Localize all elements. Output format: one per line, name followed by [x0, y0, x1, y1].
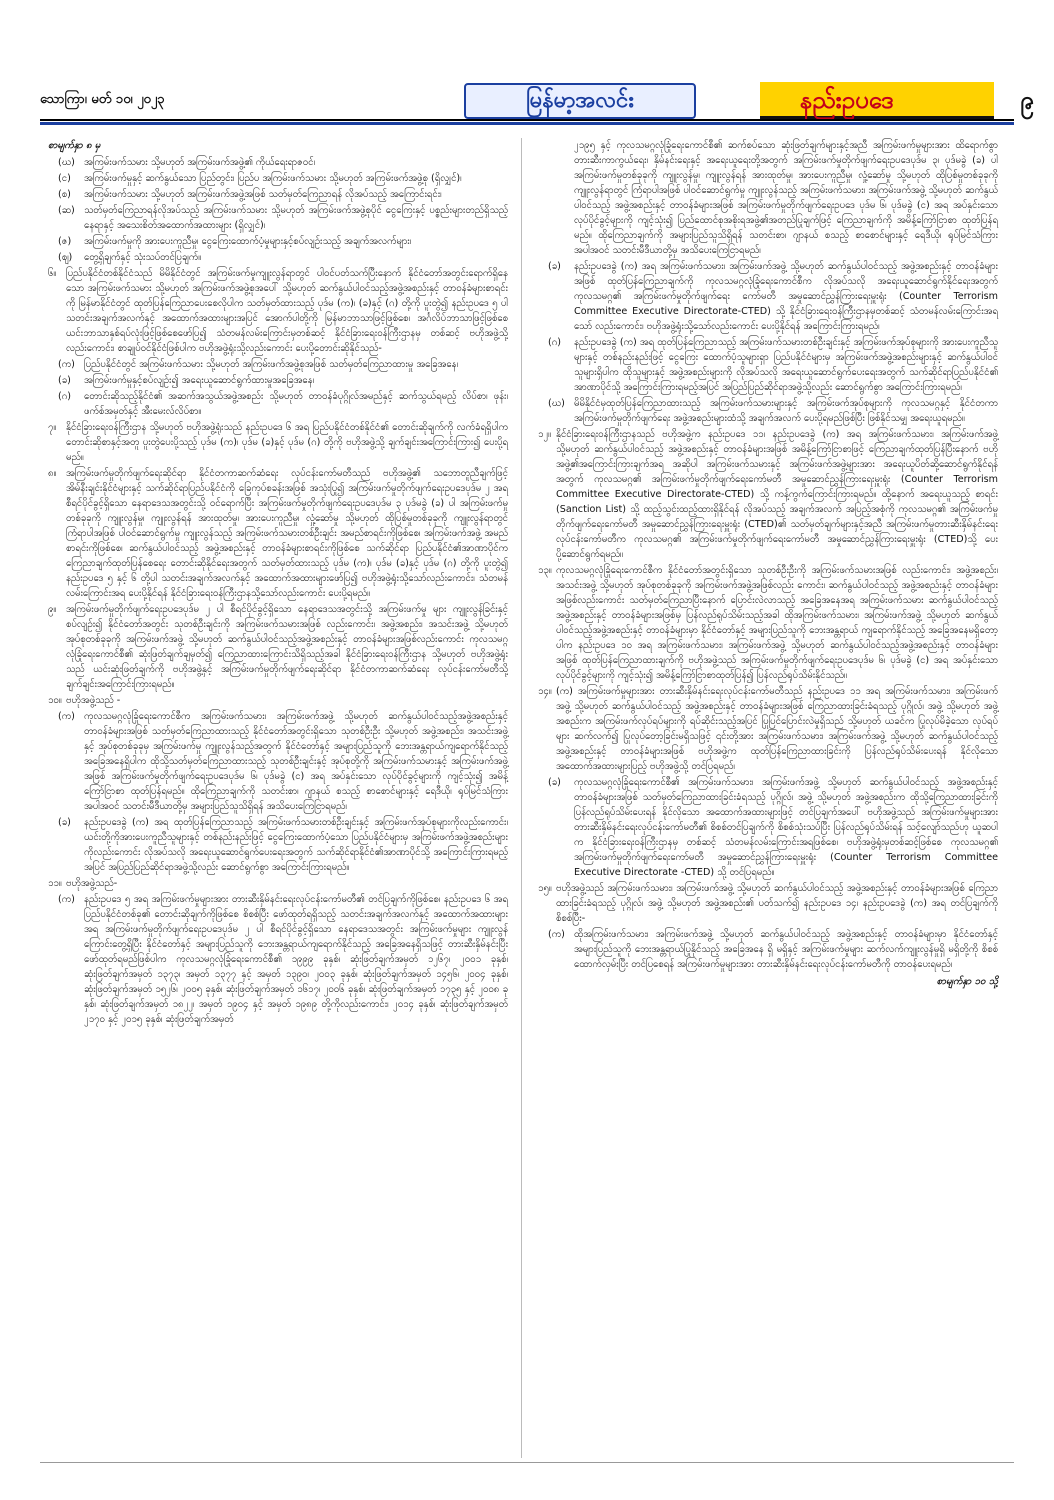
rule-paragraph-8: [48, 466, 508, 601]
para-text: ၂၁၉၅ နှင့် ကုလသမဂ္ဂလုံခြုံရေးကောင်စီ၏ ဆက်စပ်သော ဆုံးဖြတ်ချက်များနှင့်အညီ အကြမ်းဖက်မှုများအား ထိရောက်စွာတားဆီးကာကွယ်ရေး၊ နှိမ်နင်းရေးနှင့် အရေးယူရေးတို့အတွက် အကြမ်းဖက်မှုတိုက်ဖျက်ရေးဥပဒေပုဒ်မ ၃၊ ပုဒ်မခွဲ (ခ) ပါ အကြမ်းဖက်မှုတစ်ခုခုကို ကျူးလွန်မှု၊ ကျူးလွန်ရန် အားထုတ်မှု၊ အားပေးကူညီမှု၊ လှုံ့ဆော်မှု သို့မဟုတ် ထိုပြစ်မှုတစ်ခုခုကို ကျူးလွန်ရာတွင် ကြံရာပါအဖြစ် ပါဝင်ဆောင်ရွက်မှု ကျူးလွန်သည့် အကြမ်းဖက်သမား၊ အကြမ်းဖက်အဖွဲ့ သို့မဟုတ် ဆက်နွယ်ပါဝင်သည့် အဖွဲ့အစည်းနှင့် တာဝန်ခံများအဖြစ် အကြမ်းဖက်မှုတိုက်ဖျက်ရေးဥပဒေ ပုဒ်မ ၆၊ ပုဒ်မခွဲ (င) အရ အပ်နှင်းသော လုပ်ပိုင်ခွင့်များကို ကျင့်သုံး၍ ပြည်ထောင်စုအစိုးရအဖွဲ့၏အတည်ပြုချက်ဖြင့် ကြေညာချက်ကို အမိန့်ကြော်ငြာစာ ထုတ်ပြန်ရမည်။ ထိုကြေညာချက်ကို အများပြည်သူသိရှိရန် သတင်းစာ၊ ဂျာနယ် စသည့် စာစောင်များနှင့် ရေဒီယို၊ ရုပ်မြင်သံကြားအပါအဝင် သတင်းမီဒီယာတို့မှ အသိပေးကြေငြာရမည်၊: [574, 140, 998, 256]
para-text: အကြမ်းဖက်မှုတိုက်ဖျက်ရေးဥပဒေပုဒ်မ ၂ ပါ စီရင်ပိုင်ခွင့်ရှိသော နေရာဒေသအတွင်းသို့ အကြမ်းဖက်မှု များ ကျူးလွန်ခြင်းနှင့်စပ်လျဉ်း၍ နိုင်ငံတော်အတွင်း သုတစ်ဦးချင်းကို အကြမ်းဖက်သမားအဖြစ် လည်းကောင်း၊ အဖွဲ့အစည်း၊ အသင်းအဖွဲ့ သို့မဟုတ် အုပ်စုတစ်ခုခုကို အကြမ်းဖက်အဖွဲ့ သို့မဟုတ် ဆက်နွယ်ပါဝင်သည့်အဖွဲ့အစည်းနှင့် တာဝန်ခံများအဖြစ်လည်းကောင်း ကုလသမဂ္ဂလုံခြုံရေးကောင်စီ၏ ဆုံးဖြတ်ချက်ချမှတ်၍ ကြေညာထားကြောင်းသိရှိသည့်အခါ နိုင်ငံခြားရေးဝန်ကြီးဌာန သို့မဟုတ် ဗဟိုအဖွဲ့ရုံး သည် ယင်းဆုံးဖြတ်ချက်ကို ဗဟိုအဖွဲ့နှင့် အကြမ်းဖက်မှုတိုက်ဖျက်ရေးဆိုင်ရာ နိုင်ငံတကာဆက်ဆံရေး လုပ်ငန်းကော်မတီသို့ ချက်ချင်းအကြောင်းကြားရမည်။: [66, 604, 508, 690]
item-marker: (စ): [58, 189, 71, 200]
rule-paragraph-7: [48, 420, 508, 465]
item-marker: (ဇ): [58, 236, 72, 247]
item-marker: (က): [58, 359, 75, 370]
list-item: [48, 892, 508, 1027]
item-marker: (က): [58, 711, 75, 722]
continued-paragraph: [538, 138, 998, 258]
para-text: နိုင်ငံခြားရေးဝန်ကြီးဌာနသည် ဗဟိုအဖွဲ့က နည်းဥပဒေ ၁၁၊ နည်းဥပဒေခွဲ (က) အရ အကြမ်းဖက်သမား၊ အကြမ်းဖက်အဖွဲ့ သို့မဟုတ် ဆက်နွယ်ပါဝင်သည့် အဖွဲ့အစည်းနှင့် တာဝန်ခံများအဖြစ် အမိန့်ကြော်ငြာစာဖြင့် ကြေညာချက်ထုတ်ပြန်ပြီးနောက် ဗဟိုအဖွဲ့၏အကြောင်းကြားချက်အရ အဆိုပါ အကြမ်းဖက်သမားနှင့် အကြမ်းဖက်အဖွဲ့များအား အရေးယူပိတ်ဆို့ဆောင်ရွက်နိုင်ရန်အတွက် ကုလသမဂ္ဂ၏ အကြမ်းဖက်မှုတိုက်ဖျက်ရေးကော်မတီ အမှုဆောင်ညွှန်ကြားရေးမှူးရုံး (Counter Terrorism Committee Executive Directorate-CTED) သို့ ကန့်ကွက်ကြောင်းကြားရမည်။ ထို့နောက် အရေးယူသည့် စာရင်း (Sanction List) သို့ ထည့်သွင်းထည့်ထားရှိနိုင်ရန် လိုအပ်သည့် အချက်အလက် အပြည့်အစုံကို ကုလသမဂ္ဂ၏ အကြမ်းဖက်မှုတိုက်ဖျက်ရေးကော်မတီ အမှုဆောင်ညွှန်ကြားရေးမှူးရုံး (CTED)၏ သတ်မှတ်ချက်များနှင့်အညီ အကြမ်းဖက်မှုတားဆီးနှိမ်နင်းရေးလုပ်ငန်းကော်မတီက ကုလသမဂ္ဂ၏ အကြမ်းဖက်မှုတိုက်ဖျက်ရေးကော်မတီ အမှုဆောင်ညွှန်ကြားရေးမှူးရုံး (CTED)သို့ ပေးပို့ဆောင်ရွက်ရမည်။: [556, 429, 998, 560]
item-text: တွေ့ရှိချက်နှင့် သုံးသပ်တင်ပြချက်။: [84, 252, 202, 263]
list-item: [538, 259, 998, 334]
item-marker: (ဃ): [548, 398, 565, 409]
list-item: [538, 775, 998, 880]
right-column: [538, 138, 998, 989]
continued-from: စာမျက်နှာ ၈ မှ: [48, 140, 101, 151]
item-text: အကြမ်းဖက်သမား သို့မဟုတ် အကြမ်းဖက်အဖွဲ့အဖြစ် သတ်မှတ်ကြေညာရန် လိုအပ်သည့် အကြောင်းရင်း၊: [84, 189, 442, 200]
para-text: ဗဟိုအဖွဲ့သည် အကြမ်းဖက်သမား၊ အကြမ်းဖက်အဖွဲ့ သို့မဟုတ် ဆက်နွယ်ပါဝင်သည့် အဖွဲ့အစည်းနှင့် တာဝန်ခံများအဖြစ် ကြေညာထားခြင်းခံရသည့် ပုဂ္ဂိုလ်၊ အဖွဲ့ သို့မဟုတ် အဖွဲ့အစည်း၏ ပတ်သက်၍ နည်းဥပဒေ ၁၄၊ နည်းဥပဒေခွဲ (က) အရ တင်ပြချက်ကို စိစစ်ပြီး-: [556, 883, 998, 924]
para-text: (က) အကြမ်းဖက်မှုများအား တားဆီးနှိမ်နင်းရေးလုပ်ငန်းကော်မတီသည် နည်းဥပဒေ ၁၁ အရ အကြမ်းဖက်သမား၊ အကြမ်းဖက်အဖွဲ့ သို့မဟုတ် ဆက်နွယ်ပါဝင်သည့် အဖွဲ့အစည်းနှင့် တာဝန်ခံများအဖြစ် ကြေညာထားခြင်းခံရသည့် ပုဂ္ဂိုလ်၊ အဖွဲ့ သို့မဟုတ် အဖွဲ့အစည်းက အကြမ်းဖက်လုပ်ရပ်များကို ရပ်ဆိုင်းသည့်အပြင် ပြုပြင်ပြောင်းလဲမှုရှိသည် သို့မဟုတ် ယခင်က ပြုလုပ်မိခဲ့သော လုပ်ရပ်များ ဆက်လက်၍ ပြုလုပ်တော့ခြင်းမရှိသဖြင့် ၎င်းတို့အား အကြမ်းဖက်သမား၊ အကြမ်းဖက်အဖွဲ့ သို့မဟုတ် ဆက်နွယ်ပါဝင်သည့် အဖွဲ့အစည်းနှင့် တာဝန်ခံများအဖြစ် ဗဟိုအဖွဲ့က ထုတ်ပြန်ကြေညာထားခြင်းကို ပြန်လည်ရုပ်သိမ်းပေးရန် နိုင်လိုသောအထောက်အထားများပြည့် ဗဟိုအဖွဲ့သို့ တင်ပြရမည်၊: [556, 686, 998, 772]
rule-paragraph-11: [48, 876, 508, 891]
item-marker: (ခ): [58, 817, 71, 828]
item-marker: (ဂ): [58, 391, 71, 402]
para-number: ၉။: [48, 604, 57, 615]
list-item: [48, 709, 508, 814]
rule-paragraph-12: [538, 427, 998, 562]
para-text: ပြည်ပနိုင်ငံတစ်နိုင်ငံသည် မိမိနိုင်ငံတွင် အကြမ်းဖက်မှုကျူးလွန်ရာတွင် ပါဝင်ပတ်သက်ပြီးနောက် နိုင်ငံတော်အတွင်းရောက်ရှိနေသော အကြမ်းဖက်သမား သို့မဟုတ် အကြမ်းဖက်အဖွဲ့စုအပေါ် သို့မဟုတ် ဆက်နွယ်ပါဝင်သည့်အဖွဲ့အစည်းနှင့် တာဝန်ခံများစာရင်းကို မြန်မာနိုင်ငံတွင် ထုတ်ပြန်ကြေညာပေးစေလိုပါက သတ်မှတ်ထားသည့် ပုဒ်မ (က)၊ (ခ)နှင့် (ဂ) တို့ကို ပူးတွဲ၍ နည်းဥပဒေ ၅ ပါ သတင်းအချက်အလက်နှင့် အထောက်အထားများအပြင် အောက်ပါတို့ကို မြန်မာဘာသာဖြင့်ဖြစ်စေ၊ အင်္ဂလိပ်ဘာသာဖြင့်ဖြစ်စေ ယင်းဘာသာနှစ်ရပ်လုံးဖြင့်ဖြစ်စေဖော်ပြ၍ သံတမန်လမ်းကြောင်းမှတစ်ဆင့် နိုင်ငံခြားရေးဝန်ကြီးဌာနမှ တစ်ဆင့် ဗဟိုအဖွဲ့သို့လည်းကောင်း၊ စာချုပ်ဝင်နိုင်ငံဖြစ်ပါက ဗဟိုအဖွဲ့ရုံးသို့လည်းကောင်း ပေးပို့တောင်းဆိုနိုင်သည်-: [66, 268, 508, 354]
list-item: [48, 250, 508, 265]
para-text: အကြမ်းဖက်မှုတိုက်ဖျက်ရေးဆိုင်ရာ နိုင်ငံတကာဆက်ဆံရေး လုပ်ငန်းကော်မတီသည် ဗဟိုအဖွဲ့၏ သဘောတူညီချက်ဖြင့် အိမ်နီးချင်းနိုင်ငံများနှင့် သက်ဆိုင်ရာပြည်ပနိုင်ငံကို ခြေကုပ်စခန်းအဖြစ် အသုံးပြု၍ အကြမ်းဖက်မှုတိုက်ဖျက်ရေးဥပဒေပုဒ်မ ၂ အရ စီရင်ပိုင်ခွင့်ရှိသော နေရာဒေသအတွင်းသို့ ဝင်ရောက်ပြီး အကြမ်းဖက်မှုတိုက်ဖျက်ရေးဥပဒေပုဒ်မ ၃ ပုဒ်မခွဲ (ခ) ပါ အကြမ်းဖက်မှုတစ်ခုခုကို ကျူးလွန်မှု၊ ကျူးလွန်ရန် အားထုတ်မှု၊ အားပေးကူညီမှု၊ လှုံ့ဆော်မှု သို့မဟုတ် ထိုပြစ်မှုတစ်ခုခုကို ကျူးလွန်ရာတွင် ကြံရာပါအဖြစ် ပါဝင်ဆောင်ရွက်မှု ကျူးလွန်သည့် အကြမ်းဖက်သမားတစ်ဦးချင်း အမည်စာရင်းကိုဖြစ်စေ၊ အကြမ်းဖက်အဖွဲ့ အမည်စာရင်းကိုဖြစ်စေ၊ ဆက်နွယ်ပါဝင်သည့် အဖွဲ့အစည်းနှင့် တာဝန်ခံများစာရင်းကိုဖြစ်စေ သက်ဆိုင်ရာ ပြည်ပနိုင်ငံ၏အာဏာပိုင်က ကြေညာချက်ထုတ်ပြန်စေရေး တောင်းဆိုနိုင်ရေးအတွက် သတ်မှတ်ထားသည့် ပုဒ်မ (က)၊ ပုဒ်မ (ခ)နှင့် ပုဒ်မ (ဂ) တို့ကို ပူးတွဲ၍ နည်းဥပဒေ ၅ နှင့် ၆ တို့ပါ သတင်းအချက်အလက်နှင့် အထောက်အထားများဖော်ပြ၍ ဗဟိုအဖွဲ့ရုံးသို့သော်လည်းကောင်း၊ သံတမန်လမ်းကြောင်းအရ ပေးပို့နိုင်ရန် နိုင်ငံခြားရေးဝန်ကြီးဌာနသို့သော်လည်းကောင်း ပေးပို့ရမည်။: [66, 468, 508, 599]
item-text: အကြမ်းဖက်သမား သို့မဟုတ် အကြမ်းဖက်အဖွဲ့၏ ကိုယ်ရေးရာဇဝင်၊: [84, 157, 316, 168]
para-number: ၇။: [48, 422, 57, 433]
item-text: သတ်မှတ်ကြေညာရန်လိုအပ်သည့် အကြမ်းဖက်သမား သို့မဟုတ် အကြမ်းဖက်အဖွဲ့စုပိုင် ငွေကြေးနှင့် ပစ္စည်းများတည်ရှိသည့်နေရာနှင့် အသေးစိတ်အထောက်အထားများ (ရှိလျှင်)၊: [84, 205, 508, 231]
header-rule: [40, 119, 1014, 121]
rule-paragraph-9: [48, 602, 508, 692]
rule-paragraph-10: [48, 693, 508, 708]
para-number: ၁၅။: [538, 883, 552, 894]
para-number: ၁၀။: [48, 695, 62, 706]
para-number: ၁၃။: [538, 565, 552, 576]
list-item: [48, 389, 508, 419]
issue-date: သောကြာ၊ မတ် ၁၀၊ ၂၀၂၃: [40, 92, 165, 107]
rule-paragraph-14: [538, 684, 998, 774]
left-column: [48, 138, 508, 1028]
item-text: ကုလသမဂ္ဂလုံခြုံရေးကောင်စီ၏ အကြမ်းဖက်သမား၊ အကြမ်းဖက်အဖွဲ့ သို့မဟုတ် ဆက်နွယ်ပါဝင်သည့် အဖွဲ့အစည်းနှင့် တာဝန်ခံများအဖြစ် သတ်မှတ်ကြေညာထားခြင်းခံရသည့် ပုဂ္ဂိုလ်၊ အဖွဲ့ သို့မဟုတ် အဖွဲ့အစည်းက ထိုသို့ကြေညာထားခြင်းကို ပြန်လည်ရုပ်သိမ်းပေးရန် နိုင်လိုသော အထောက်အထားများဖြင့် တင်ပြချက်အပေါ် ဗဟိုအဖွဲ့သည် အကြမ်းဖက်မှုများအား တားဆီးနှိမ်နင်းရေးလုပ်ငန်းကော်မတီ၏ စိစစ်တင်ပြချက်ကို စိစစ်သုံးသပ်ပြီး ပြန်လည်ရုပ်သိမ်းရန် သင့်လျော်သည်ဟု ယူဆပါက နိုင်ငံခြားရေးဝန်ကြီးဌာနမှ တစ်ဆင့် သံတမန်လမ်းကြောင်းအရဖြစ်စေ၊ ဗဟိုအဖွဲ့ရုံးမှတစ်ဆင့်ဖြစ်စေ ကုလသမဂ္ဂ၏ အကြမ်းဖက်မှုတိုက်ဖျက်ရေးကော်မတီ အမှုဆောင်ညွှန်ကြားရေးမှူးရုံး (Counter Terrorism Committee Executive Directorate -CTED) သို့ တင်ပြရမည်။: [574, 777, 998, 878]
para-number: ၁၂။: [538, 429, 552, 440]
rule-paragraph-15: [538, 881, 998, 926]
para-number: ၈။: [48, 468, 57, 479]
para-number: ၁၁။: [48, 878, 62, 889]
header-rule-accent: [40, 122, 1014, 125]
para-text: နိုင်ငံခြားရေးဝန်ကြီးဌာန သို့မဟုတ် ဗဟိုအဖွဲ့ရုံးသည် နည်းဥပဒေ ၆ အရ ပြည်ပနိုင်ငံတစ်နိုင်ငံ၏ တောင်းဆိုချက်ကို လက်ခံရရှိပါက တောင်းဆိုစာနှင့်အတူ ပူးတွဲပေးပို့သည့် ပုဒ်မ (က)၊ ပုဒ်မ (ခ)နှင့် ပုဒ်မ (ဂ) တို့ကို ဗဟိုအဖွဲ့သို့ ချက်ချင်းအကြောင်းကြား၍ ပေးပို့ရမည်။: [66, 422, 508, 463]
item-text: တောင်းဆိုသည့်နိုင်ငံ၏ အဆက်အသွယ်အဖွဲ့အစည်း သို့မဟုတ် တာဝန်ခံပုဂ္ဂိုလ်အမည်နှင့် ဆက်သွယ်ရမည့် လိပ်စာ၊ ဖုန်း၊ ဖက်စ်အမှတ်နှင့် အီးမေးလ်လိပ်စာ။: [84, 391, 508, 417]
list-item: [48, 155, 508, 170]
page-number: ၉: [1020, 86, 1034, 114]
para-number: ၁၄။: [538, 686, 552, 697]
item-marker: (င): [58, 173, 71, 184]
item-marker: (ဆ): [58, 205, 75, 216]
list-item: [538, 396, 998, 426]
item-text: အကြမ်းဖက်မှုနှင့် ဆက်နွယ်သော ပြည်တွင်း၊ ပြည်ပ အကြမ်းဖက်သမား သို့မဟုတ် အကြမ်းဖက်အဖွဲ့စု (ရှိလျှင်)၊: [84, 173, 462, 184]
item-marker: (ဂ): [548, 337, 561, 348]
list-item: [48, 373, 508, 388]
item-marker: (ဈ): [58, 252, 73, 263]
item-text: နည်းဥပဒေခွဲ (က) အရ ထုတ်ပြန်ကြေညာသည့် အကြမ်းဖက်သမားတစ်ဦးချင်းနှင့် အကြမ်းဖက်အုပ်စုများကို အားပေးကူညီသူများနှင့် တစ်နည်းနည်းဖြင့် ငွေကြေး ထောက်ပံ့သူများရှာ ပြည်ပနိုင်ငံများမှ အကြမ်းဖက်အဖွဲ့အစည်းများနှင့် ဆက်နွယ်ပါဝင်သူများရှိပါက ထိုသူများနှင့် အဖွဲ့အစည်းများကို လိုအပ်သလို အရေးယူဆောင်ရွက်ပေးရေးအတွက် သက်ဆိုင်ရာပြည်ပနိုင်ငံ၏ အာဏာပိုင်သို့ အကြောင်းကြားရမည့်အပြင် အပြည်ပြည်ဆိုင်ရာအဖွဲ့သို့လည်း ဆောင်ရွက်စွာ အကြောင်းကြားရမည်၊: [574, 337, 998, 393]
item-text: အကြမ်းဖက်မှုကို အားပေးကူညီမှု၊ ငွေကြေးထောက်ပံ့မှုများနှင့်စပ်လျဉ်းသည့် အချက်အလက်များ၊: [84, 236, 412, 247]
list-item: [48, 357, 508, 372]
footer-rule: [40, 1462, 1014, 1463]
list-item: [48, 203, 508, 233]
item-marker: (ခ): [548, 777, 561, 788]
item-marker: (ခ): [548, 261, 561, 272]
item-text: အကြမ်းဖက်မှုနှင့်စပ်လျဉ်း၍ အရေးယူဆောင်ရွက်ထားမှုအခြေအနေ၊: [84, 375, 315, 386]
list-item: [538, 335, 998, 395]
item-text: နည်းဥပဒေခွဲ (က) အရ အကြမ်းဖက်သမား၊ အကြမ်းဖက်အဖွဲ့ သို့မဟုတ် ဆက်နွယ်ပါဝင်သည့် အဖွဲ့အစည်းနှင့် တာဝန်ခံများအဖြစ် ထုတ်ပြန်ကြေညာချက်ကို ကုလသမဂ္ဂလုံခြုံရေးကောင်စီက လိုအပ်သလို အရေးယူဆောင်ရွက်နိုင်ရေးအတွက် ကုလသမဂ္ဂ၏ အကြမ်းဖက်မှုတိုက်ဖျက်ရေး ကော်မတီ အမှုဆောင်ညွှန်ကြားရေးမှူးရုံး (Counter Terrorism Committee Executive Directorate-CTED) သို့ နိုင်ငံခြားရေးဝန်ကြီးဌာနမှတစ်ဆင့် သံတမန်လမ်းကြောင်းအရသော် လည်းကောင်း၊ ဗဟိုအဖွဲ့ရုံးသို့သော်လည်းကောင်း ပေးပို့နိုင်ရန် အကြောင်းကြားရမည်၊: [574, 261, 998, 332]
page-header: [0, 0, 1054, 120]
rule-paragraph-13: [538, 563, 998, 683]
para-text: ဗဟိုအဖွဲ့သည် -: [66, 695, 121, 706]
list-item: [538, 927, 998, 972]
newspaper-masthead: မြန်မာ့အလင်း: [464, 83, 696, 119]
para-number: ၆။: [48, 268, 57, 279]
item-text: ပြည်ပနိုင်ငံတွင် အကြမ်းဖက်သမား သို့မဟုတ် အကြမ်းဖက်အဖွဲ့စုအဖြစ် သတ်မှတ်ကြေညာထားမှု အခြေအနေ၊: [84, 359, 459, 370]
section-title: နည်းဥပဒေ: [800, 86, 894, 114]
list-item: [48, 234, 508, 249]
item-text: ထိုအကြမ်းဖက်သမား၊ အကြမ်းဖက်အဖွဲ့ သို့မဟုတ် ဆက်နွယ်ပါဝင်သည့် အဖွဲ့အစည်းနှင့် တာဝန်ခံများမှာ နိုင်ငံတော်နှင့် အများပြည်သူကို ဘေးအန္တရာယ်ပြုနိုင်သည့် အခြေအနေ ရှိ မရှိနှင့် အကြမ်းဖက်မှုများ ဆက်လက်ကျူးလွန်မှုရှိ မရှိတို့ကို စိစစ်ထောက်လှမ်းပြီး တင်ပြစေရန် အကြမ်းဖက်မှုများအား တားဆီးနှိမ်နင်းရေးလုပ်ငန်းကော်မတီကို တာဝန်ပေးရမည်၊: [574, 929, 998, 970]
list-item: [48, 171, 508, 186]
list-item: [48, 815, 508, 875]
rule-paragraph-6: [48, 266, 508, 356]
list-item: [48, 187, 508, 202]
item-text: နည်းဥပဒေ ၅ အရ အကြမ်းဖက်မှုများအား တားဆီးနှိမ်နင်းရေးလုပ်ငန်းကော်မတီ၏ တင်ပြချက်ကိုဖြစ်စေ၊ နည်းဥပဒေ ၆ အရ ပြည်ပနိုင်ငံတစ်ခု၏ တောင်းဆိုချက်ကိုဖြစ်စေ စိစစ်ပြီး ဖော်ထုတ်ရရှိသည့် သတင်းအချက်အလက်နှင့် အထောက်အထားများအရ အကြမ်းဖက်မှုတိုက်ဖျက်ရေးဥပဒေပုဒ်မ ၂ ပါ စီရင်ပိုင်ခွင့်ရှိသော နေရာဒေသအတွင်း အကြမ်းဖက်မှုများ ကျူးလွန်ကြောင်းတွေ့ရှိပြီး နိုင်ငံတော်နှင့် အများပြည်သူကို ဘေးအန္တရာယ်ကျရောက်နိုင်သည့် အခြေအနေရှိသဖြင့် တားဆီးနှိမ်နင်းပြီး ဖော်ထုတ်ရမည်ဖြစ်ပါက ကုလသမဂ္ဂလုံခြုံရေးကောင်စီ၏ ၁၉၉၉ ခုနှစ်၊ ဆုံးဖြတ်ချက်အမှတ် ၁၂၆၇၊ ၂၀၀၁ ခုနှစ်၊ ဆုံးဖြတ်ချက်အမှတ် ၁၃၇၃၊ အမှတ် ၁၃၇၇ နှင့် အမှတ် ၁၃၉၀၊ ၂၀၀၃ ခုနှစ်၊ ဆုံးဖြတ်ချက်အမှတ် ၁၄၅၆၊ ၂၀၀၄ ခုနှစ်၊ ဆုံးဖြတ်ချက်အမှတ် ၁၅၂၆၊ ၂၀၀၅ ခုနှစ်၊ ဆုံးဖြတ်ချက်အမှတ် ၁၆၁၇၊ ၂၀၀၆ ခုနှစ်၊ ဆုံးဖြတ်ချက်အမှတ် ၁၇၃၅ နှင့် ၂၀၀၈ ခုနှစ်၊ ဆုံးဖြတ်ချက်အမှတ် ၁၈၂၂၊ အမှတ် ၁၉၀၄ နှင့် အမှတ် ၁၉၈၉ တို့ကိုလည်းကောင်း၊ ၂၀၁၄ ခုနှစ်၊ ဆုံးဖြတ်ချက်အမှတ် ၂၁၇၀ နှင့် ၂၀၁၅ ခုနှစ်၊ ဆုံးဖြတ်ချက်အမှတ်: [84, 894, 508, 1025]
item-marker: (က): [548, 929, 565, 940]
item-text: ကုလသမဂ္ဂလုံခြုံရေးကောင်စီက အကြမ်းဖက်သမား၊ အကြမ်းဖက်အဖွဲ့ သို့မဟုတ် ဆက်နွယ်ပါဝင်သည့်အဖွဲ့အစည်းနှင့် တာဝန်ခံများအဖြစ် သတ်မှတ်ကြေညာထားသည့် နိုင်ငံတော်အတွင်းရှိသော သုတစ်ဦးဦး သို့မဟုတ် အဖွဲ့အစည်း၊ အသင်းအဖွဲ့နှင့် အုပ်စုတစ်ခုခုမှ အကြမ်းဖက်မှု ကျူးလွန်သည့်အတွက် နိုင်ငံတော်နှင့် အများပြည်သူကို ဘေးအန္တရာယ်ကျရောက်နိုင်သည့် အခြေအနေရှိပါက ထိုသို့သတ်မှတ်ကြေညာထားသည့် သုတစ်ဦးချင်းနှင့် အုပ်စုတို့ကို အကြမ်းဖက်သမားနှင့် အကြမ်းဖက်အဖွဲ့အဖြစ် အကြမ်းဖက်မှုတိုက်ဖျက်ရေးဥပဒေပုဒ်မ ၆၊ ပုဒ်မခွဲ (င) အရ အပ်နှင်းသော လုပ်ပိုင်ခွင့်များကို ကျင့်သုံး၍ အမိန့်ကြော်ငြာစာ ထုတ်ပြန်ရမည်။ ထိုကြေညာချက်ကို သတင်းစာ၊ ဂျာနယ် စသည့် စာစောင်များနှင့် ရေဒီယို၊ ရုပ်မြင်သံကြားအပါအဝင် သတင်းမီဒီယာတို့မှ အများပြည်သူသိရှိရန် အသိပေးကြေငြာရမည်၊: [84, 711, 508, 812]
item-marker: (ဃ): [58, 157, 75, 168]
item-marker: (ခ): [58, 375, 71, 386]
item-text: နည်းဥပဒေခွဲ (က) အရ ထုတ်ပြန်ကြေညာသည့် အကြမ်းဖက်သမားတစ်ဦးချင်းနှင့် အကြမ်းဖက်အုပ်စုများကိုလည်းကောင်း၊ ယင်းတို့ကိုအားပေးကူညီသူများနှင့် တစ်နည်းနည်းဖြင့် ငွေကြေးထောက်ပံ့သော ပြည်ပနိုင်ငံများမှ အကြမ်းဖက်အဖွဲ့အစည်းများကိုလည်းကောင်း လိုအပ်သလို အရေးယူဆောင်ရွက်ပေးရေးအတွက် သက်ဆိုင်ရာနိုင်ငံ၏အာဏာပိုင်သို့ အကြောင်းကြားရမည့်အပြင် အပြည်ပြည်ဆိုင်ရာအဖွဲ့သို့လည်း ဆောင်ရွက်စွာ အကြောင်းကြားရမည်။: [84, 817, 508, 873]
item-marker: (က): [58, 894, 75, 905]
para-text: ကုလသမဂ္ဂလုံခြုံရေးကောင်စီက နိုင်ငံတော်အတွင်းရှိသော သုတစ်ဦးဦးကို အကြမ်းဖက်သမားအဖြစ် လည်းကောင်း၊ အဖွဲ့အစည်း၊ အသင်းအဖွဲ့ သို့မဟုတ် အုပ်စုတစ်ခုခုကို အကြမ်းဖက်အဖွဲ့အဖြစ်လည်း ကောင်း၊ ဆက်နွယ်ပါဝင်သည့် အဖွဲ့အစည်းနှင့် တာဝန်ခံများအဖြစ်လည်းကောင်း သတ်မှတ်ကြေညာပြီးနောက် ပြောင်းလဲလာသည့် အခြေအနေအရ အကြမ်းဖက်သမား ဆက်နွယ်ပါဝင်သည့် အဖွဲ့အစည်းနှင့် တာဝန်ခံများအဖြစ်မှ ပြန်လည်ရုပ်သိမ်းသည့်အခါ ထိုအကြမ်းဖက်သမား၊ အကြမ်းဖက်အဖွဲ့ သို့မဟုတ် ဆက်နွယ်ပါဝင်သည့်အဖွဲ့အစည်းနှင့် တာဝန်ခံများမှာ နိုင်ငံတော်နှင့် အများပြည်သူကို ဘေးအန္တရာယ် ကျရောက်နိုင်သည့် အခြေအနေမရှိတော့ပါက နည်းဥပဒေ ၁၀ အရ အကြမ်းဖက်သမား၊ အကြမ်းဖက်အဖွဲ့ သို့မဟုတ် ဆက်နွယ်ပါဝင်သည့်အဖွဲ့အစည်းနှင့် တာဝန်ခံများအဖြစ် ထုတ်ပြန်ကြေညာထားချက်ကို ဗဟိုအဖွဲ့သည် အကြမ်းဖက်မှုတိုက်ဖျက်ရေးဥပဒေပုဒ်မ ၆၊ ပုဒ်မခွဲ (င) အရ အပ်နှင်းသော လုပ်ပိုင်ခွင့်များကို ကျင့်သုံး၍ အမိန့်ကြော်ငြာစာထုတ်ပြန်၍ ပြန်လည်ရုပ်သိမ်းနိုင်သည်။: [556, 565, 998, 681]
continued-on: စာမျက်နှာ ၁၀ သို့: [936, 976, 998, 987]
para-text: ဗဟိုအဖွဲ့သည်-: [66, 878, 118, 889]
item-text: မိမိနိုင်ငံမှထုတ်ပြန်ကြေညာထားသည့် အကြမ်းဖက်သမားများနှင့် အကြမ်းဖက်အုပ်စုများကို ကုလသမဂ္ဂနှင့် နိုင်ငံတကာအကြမ်းဖက်မှုတိုက်ဖျက်ရေး အဖွဲ့အစည်းများထံသို့ အချက်အလက် ပေးပို့ရမည်ဖြစ်ပြီး ဖြစ်နိုင်သမျှ အရေးယူရမည်။: [574, 398, 998, 424]
column-divider: [521, 138, 522, 1458]
